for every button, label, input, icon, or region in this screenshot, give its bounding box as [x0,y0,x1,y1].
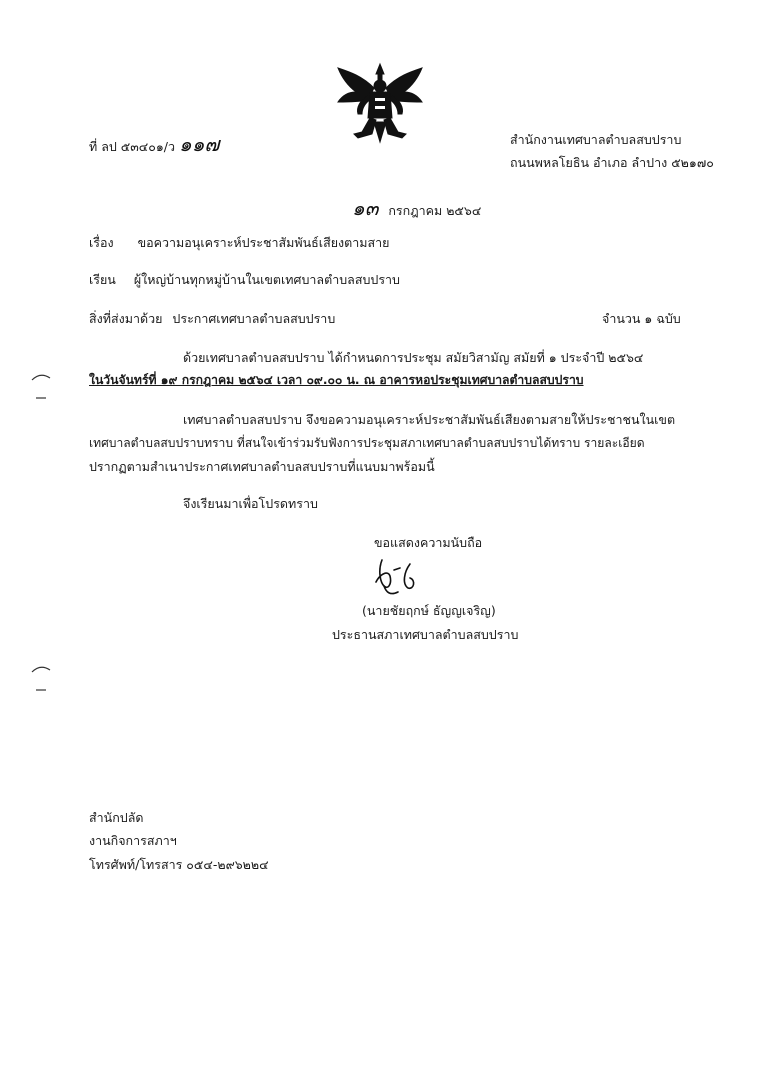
signatory-name: (นายชัยฤกษ์ ธัญญเจริญ) [362,603,496,618]
recipient-text: ผู้ใหญ่บ้านทุกหมู่บ้านในเขตเทศบาลตำบลสบปราบ [133,272,400,287]
subject-line [89,233,390,253]
recipient-label: เรียน [89,272,116,287]
body-para2-line3: ปรากฏตามสำเนาประกาศเทศบาลตำบลสบปราบที่แนบมาพร้อมนี้ [89,459,435,474]
punch-hole-mark-top [30,372,52,402]
handwritten-signature [370,556,440,602]
reference-number-handwritten: ๑๑๗ [179,132,220,156]
body-para1-line2: ในวันจันทร์ที่ ๑๙ กรกฎาคม ๒๕๖๔ เวลา ๐๙.๐๐ น. ณ อาคารหอประชุมเทศบาลตำบลสบปราบ [89,373,584,387]
letter-date [352,192,481,224]
closing-line: จึงเรียนมาเพื่อโปรดทราบ [183,496,318,511]
date-month-year: กรกฎาคม ๒๕๖๔ [388,203,482,218]
recipient-line [89,270,400,290]
footer-phone: โทรศัพท์/โทรสาร ๐๕๔-๒๙๖๒๒๔ [89,857,269,872]
punch-hole-mark-bottom [30,664,52,694]
reference-number [89,128,219,160]
regards-line: ขอแสดงความนับถือ [374,535,483,550]
office-name: สำนักงานเทศบาลตำบลสบปราบ [510,132,682,147]
footer-section: งานกิจการสภาฯ [89,833,177,848]
enclosure-label: สิ่งที่ส่งมาด้วย [89,311,163,326]
subject-label: เรื่อง [89,235,114,250]
signatory-position: ประธานสภาเทศบาลตำบลสบปราบ [332,627,519,642]
body-para2-line1: เทศบาลตำบลสบปราบ จึงขอความอนุเคราะห์ประชาสัมพันธ์เสียงตามสายให้ประชาชนในเขต [183,412,676,427]
subject-text: ขอความอนุเคราะห์ประชาสัมพันธ์เสียงตามสาย [137,235,390,250]
garuda-emblem [332,62,428,144]
enclosure-line [89,309,335,329]
body-para1-line1: ด้วยเทศบาลตำบลสบปราบ ได้กำหนดการประชุม สมัยวิสามัญ สมัยที่ ๑ ประจำปี ๒๕๖๔ [183,350,644,365]
enclosure-quantity: จำนวน ๑ ฉบับ [602,311,681,326]
reference-prefix: ที่ ลป ๕๓๔๐๑/ว [89,139,176,154]
office-address: ถนนพหลโยธิน อำเภอ ลำปาง ๕๒๑๗๐ [510,155,714,170]
body-para2-line2: เทศบาลตำบลสบปราบทราบ ที่สนใจเข้าร่วมรับฟังการประชุมสภาเทศบาลตำบลสบปราบได้ทราบ รายละเอียด [89,436,645,450]
date-day-handwritten: ๑๓ [352,196,379,220]
footer-department: สำนักปลัด [89,810,144,825]
enclosure-text: ประกาศเทศบาลตำบลสบปราบ [172,311,336,326]
